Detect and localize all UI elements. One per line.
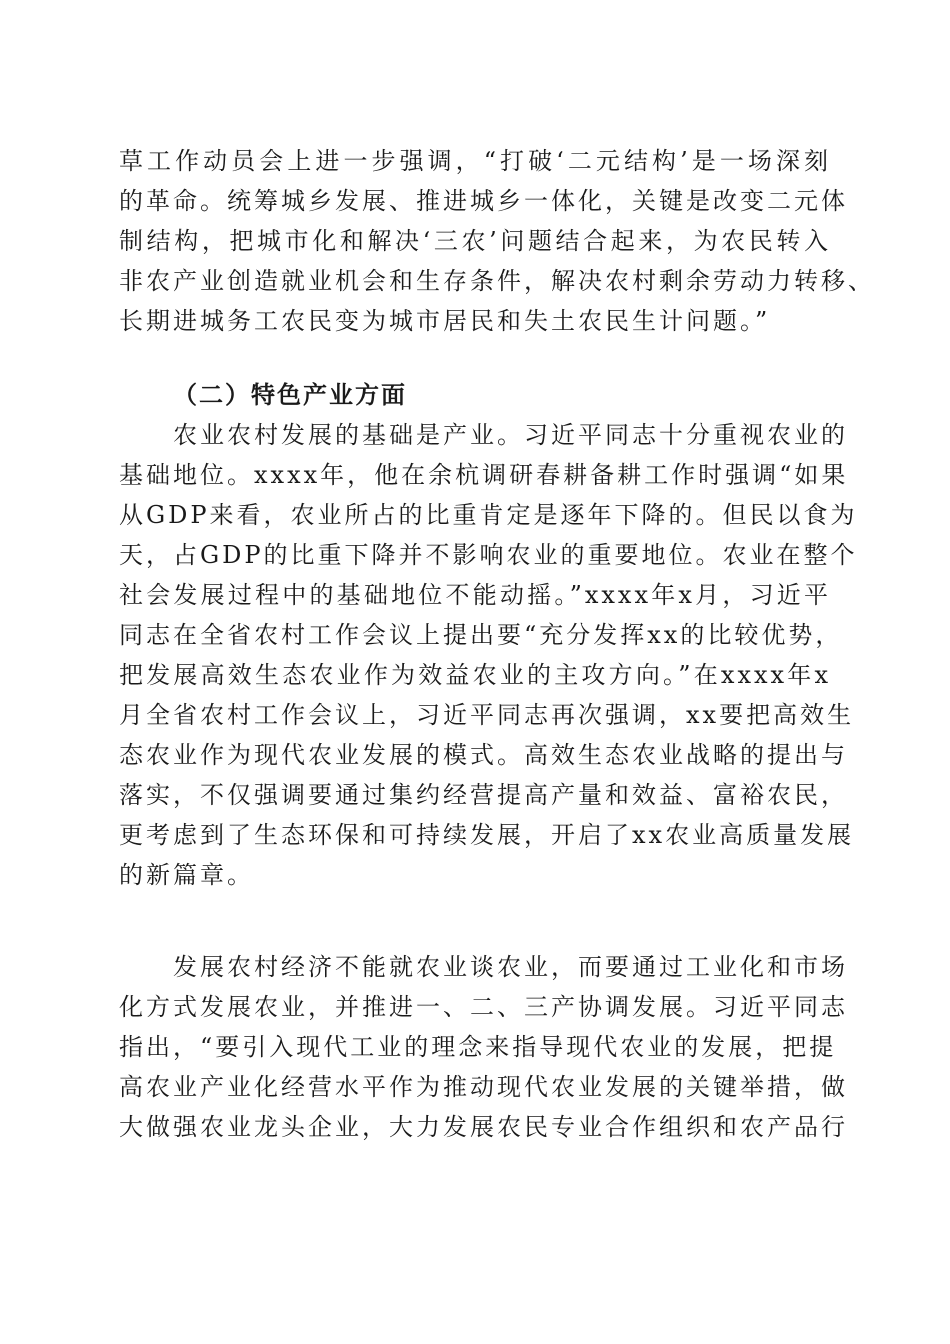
paragraph-line: 农业农村发展的基础是产业。习近平同志十分重视农业的 [119,421,848,449]
paragraph-2 [119,947,848,1147]
paragraph-line: 制结构，把城市化和解决‘三农’问题结合起来，为农民转入 [119,227,831,255]
paragraph-line: 基础地位。xxxx年，他在余杭调研春耕备耕工作时强调“如果 [119,461,849,489]
paragraph-line: 高农业产业化经营水平作为推动现代农业发展的关键举措，做 [119,1073,848,1101]
paragraph-line: 非农产业创造就业机会和生存条件，解决农村剩余劳动力转移、 [119,267,875,295]
paragraph-line: 落实，不仅强调要通过集约经营提高产量和效益、富裕农民， [119,781,848,809]
paragraph-line: 社会发展过程中的基础地位不能动摇。”xxxx年x月，习近平 [119,581,831,609]
paragraph-line: 月全省农村工作会议上，习近平同志再次强调，xx要把高效生 [119,701,855,729]
paragraph-line: 把发展高效生态农业作为效益农业的主攻方向。”在xxxx年x [119,661,831,689]
paragraph-line: 长期进城务工农民变为城市居民和失土农民生计问题。” [119,307,771,335]
paragraph-line: 大做强农业龙头企业，大力发展农民专业合作组织和农产品行 [119,1113,848,1141]
paragraph-line: 化方式发展农业，并推进一、二、三产协调发展。习近平同志 [119,993,848,1021]
paragraph-1 [119,415,858,895]
paragraph-line: 草工作动员会上进一步强调，“打破‘二元结构’是一场深刻 [119,147,831,175]
paragraph-line: 指出，“要引入现代工业的理念来指导现代农业的发展，把提 [119,1033,837,1061]
paragraph-line: 发展农村经济不能就农业谈农业，而要通过工业化和市场 [119,953,848,981]
paragraph-line: 同志在全省农村工作会议上提出要“充分发挥xx的比较优势， [119,621,843,649]
paragraph-0 [119,141,875,341]
paragraph-line: 的革命。统筹城乡发展、推进城乡一体化，关键是改变二元体 [119,187,848,215]
paragraph-line: 更考虑到了生态环保和可持续发展，开启了xx农业高质量发展 [119,821,855,849]
paragraph-line: 态农业作为现代农业发展的模式。高效生态农业战略的提出与 [119,741,848,769]
paragraph-line: 天，占GDP的比重下降并不影响农业的重要地位。农业在整个 [119,541,858,569]
section-heading: （二）特色产业方面 [173,380,407,409]
paragraph-line: 从GDP来看，农业所占的比重肯定是逐年下降的。但民以食为 [119,501,858,529]
paragraph-line: 的新篇章。 [119,861,254,889]
